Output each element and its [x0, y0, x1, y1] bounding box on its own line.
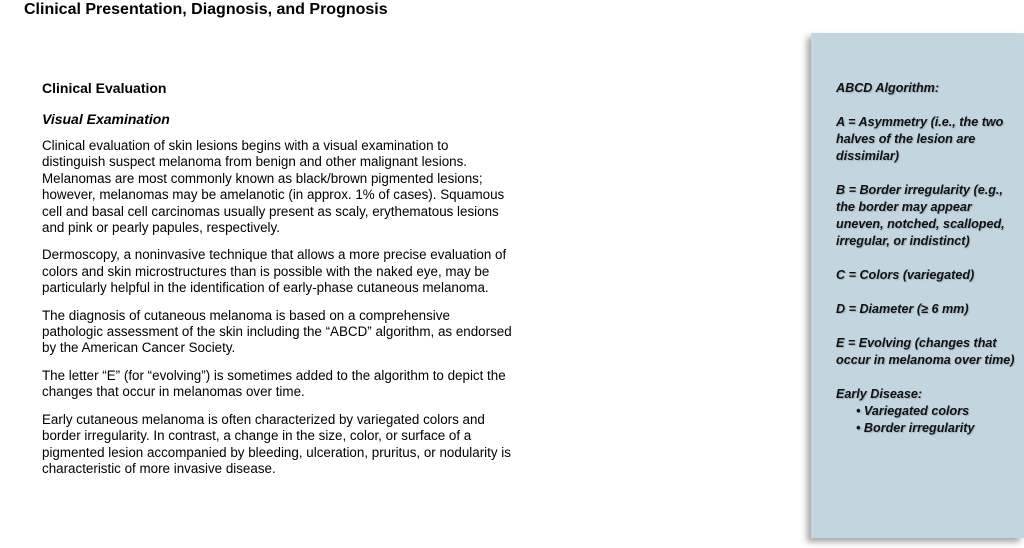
abcd-item-diameter: D = Diameter (≥ 6 mm) [836, 302, 969, 316]
abcd-item-colors: C = Colors (variegated) [836, 268, 975, 282]
paragraph-visual-exam: Clinical evaluation of skin lesions begins with a visual examination to distinguish suspect melanoma from benign and other malignant lesions. Melanomas are most commonly known as black/brown pigmented lesions; however, melanomas may be amelanotic (in approx. 1% of cases). Squamous cell and basal cell carcinomas usually present as scaly, erythematous lesions and pink or pearly papules, respectively. [42, 138, 505, 236]
section-heading: Clinical Evaluation [42, 80, 167, 96]
paragraph-early-melanoma: Early cutaneous melanoma is often characterized by variegated colors and border irregularity. In contrast, a change in the size, color, or surface of a pigmented lesion accompanied by bleeding, ulceration, pruritus, or nodularity is characteristic of more invasive disease. [42, 411, 511, 476]
page-title: Clinical Presentation, Diagnosis, and Prognosis [24, 1, 388, 18]
early-disease-bullet: • Variegated colors [856, 404, 970, 418]
sidebar-title: ABCD Algorithm: [836, 81, 940, 95]
early-disease-bullet: • Border irregularity [856, 421, 975, 435]
main-content [42, 80, 512, 488]
sidebar-content [836, 80, 1016, 437]
early-disease-title: Early Disease: [836, 387, 923, 401]
sub-heading: Visual Examination [42, 111, 170, 127]
paragraph-evolving: The letter “E” (for “evolving”) is sometimes added to the algorithm to depict the changes that occur in melanomas over time. [42, 367, 506, 400]
abcd-sidebar [811, 33, 1024, 538]
paragraph-dermoscopy: Dermoscopy, a noninvasive technique that allows a more precise evaluation of colors and skin microstructures than is possible with the naked eye, may be particularly helpful in the identification of early-phase cutaneous melanoma. [42, 247, 507, 296]
abcd-item-border: B = Border irregularity (e.g., the border may appear uneven, notched, scalloped, irregular, or indistinct) [836, 183, 1005, 248]
abcd-item-evolving: E = Evolving (changes that occur in melanoma over time) [836, 336, 1015, 367]
abcd-item-asymmetry: A = Asymmetry (i.e., the two halves of the lesion are dissimilar) [836, 115, 1004, 163]
paragraph-diagnosis: The diagnosis of cutaneous melanoma is based on a comprehensive pathologic assessment of the skin including the “ABCD” algorithm, as endorsed by the American Cancer Society. [42, 307, 512, 356]
